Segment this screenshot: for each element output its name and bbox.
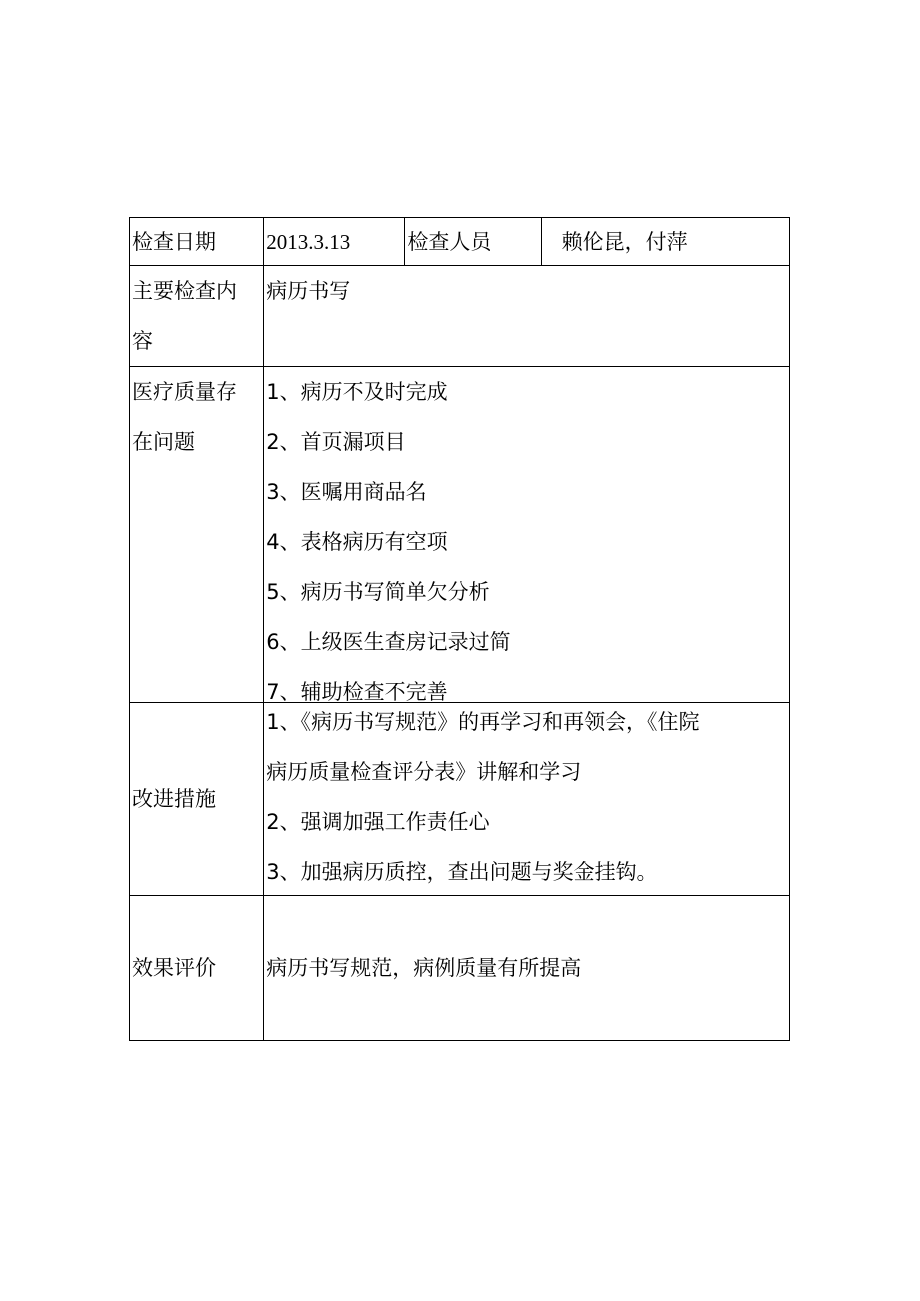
main-content-value: 病历书写 [266,279,351,303]
main-content-label-line2: 容 [132,329,153,353]
list-item: 2、首页漏项目 [266,430,406,454]
main-content-label-line1: 主要检查内 [132,279,237,303]
improvement-label-cell [130,703,264,896]
list-item: 5、病历书写简单欠分析 [266,580,490,604]
improvement-list-cell [264,703,790,896]
table-row [130,896,790,1041]
date-label-cell [130,218,264,266]
list-item: 6、上级医生查房记录过简 [266,630,511,654]
evaluation-label-cell [130,896,264,1041]
main-content-label-cell [130,266,264,367]
list-item: 1、病历不及时完成 [266,380,448,404]
list-item: 3、医嘱用商品名 [266,480,427,504]
evaluation-value-cell [264,896,790,1041]
improvement-label: 改进措施 [132,787,216,811]
evaluation-value: 病历书写规范，病例质量有所提高 [266,956,582,980]
list-item: 2、强调加强工作责任心 [266,810,490,834]
list-item: 7、辅助检查不完善 [266,680,448,702]
inspector-label-cell [405,218,541,266]
table-row [130,367,790,703]
improvement-list [264,703,789,895]
quality-issues-label-line1: 医疗质量存 [132,380,237,404]
quality-issues-label-line2: 在问题 [132,430,195,454]
list-item: 病历质量检查评分表》讲解和学习 [266,760,582,784]
inspector-label: 检查人员 [407,229,492,254]
list-item: 1、《病历书写规范》的再学习和再领会，《住院 [266,710,700,734]
quality-issues-label-cell [130,367,264,703]
quality-issues-list [264,367,789,702]
quality-issues-list-cell [264,367,790,703]
date-value-cell [264,218,405,266]
date-label: 检查日期 [132,229,216,254]
list-item: 3、加强病历质控，查出问题与奖金挂钩。 [266,860,658,884]
list-item: 4、表格病历有空项 [266,530,448,554]
date-value: 2013.3.13 [266,229,351,254]
table-row [130,218,790,266]
inspection-record-table [129,217,790,1041]
table-row [130,703,790,896]
main-content-value-cell [264,266,790,367]
inspector-value-cell [541,218,789,266]
table-row [130,266,790,367]
evaluation-label: 效果评价 [132,956,216,980]
inspector-value: 赖伦昆，付萍 [561,229,688,254]
